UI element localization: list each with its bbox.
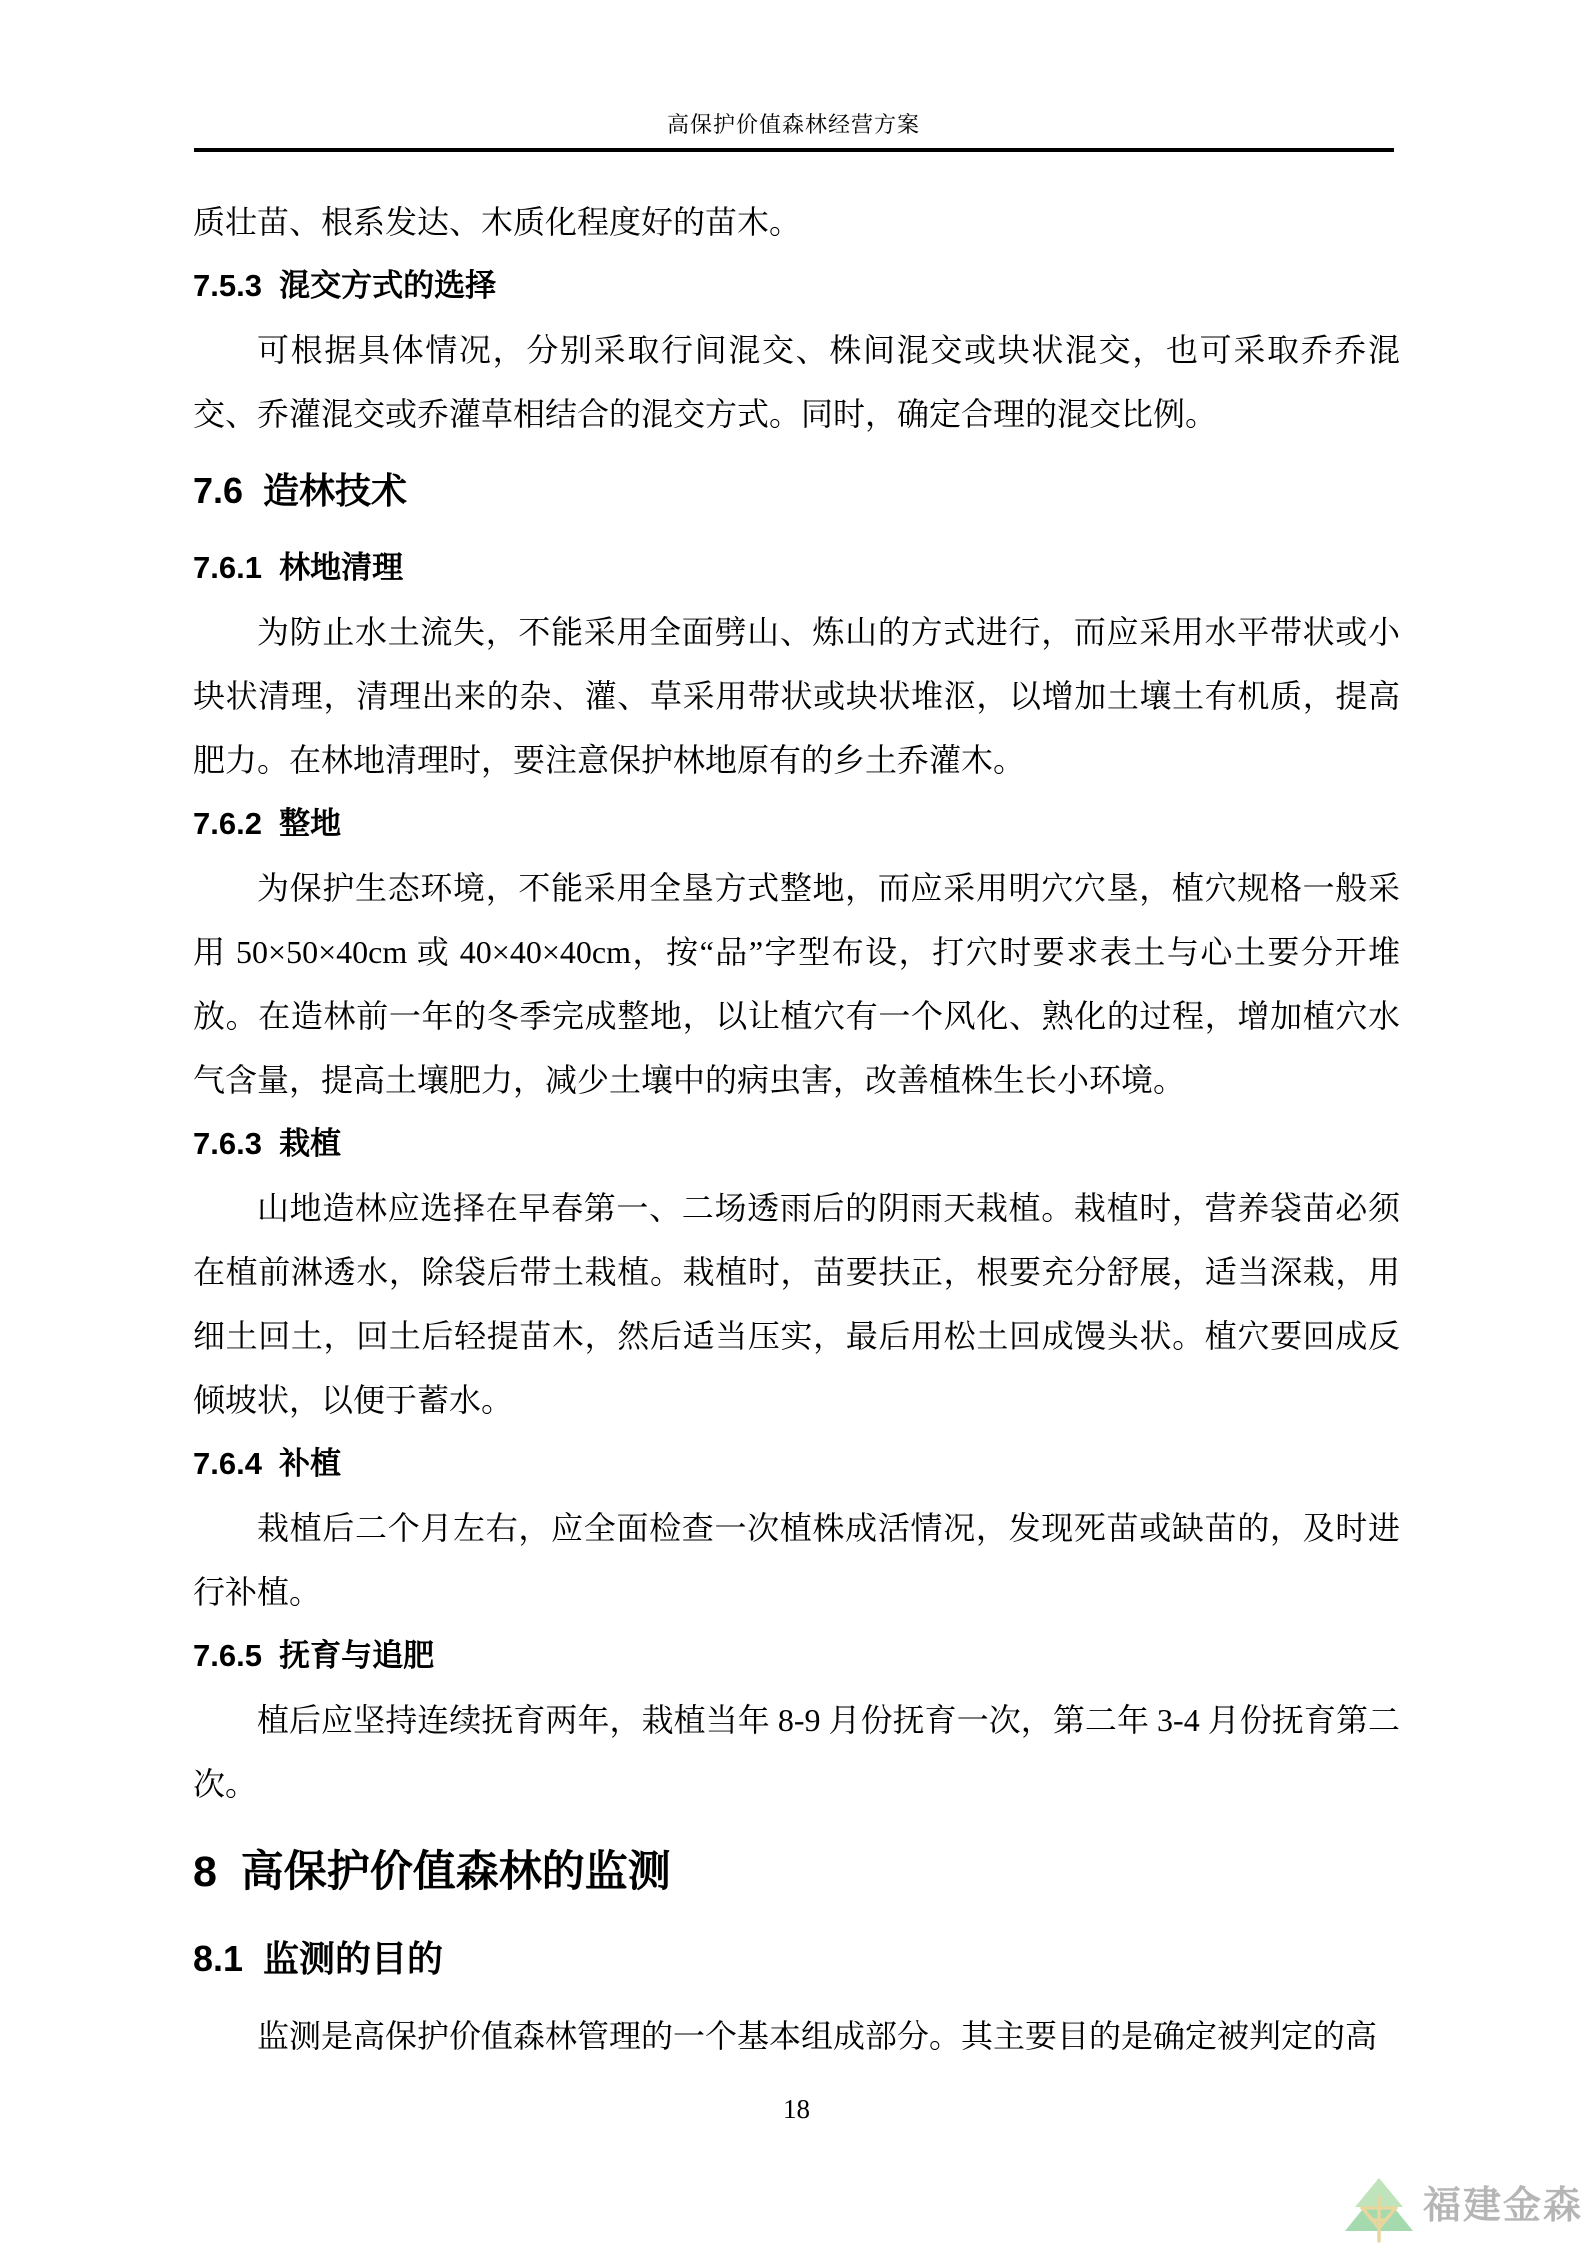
- paragraph-7-5-3: 可根据具体情况，分别采取行间混交、株间混交或块状混交，也可采取乔乔混交、乔灌混交或乔灌草相结合的混交方式。同时，确定合理的混交比例。: [193, 332, 1400, 432]
- heading-7-6: 7.6 造林技术: [193, 470, 408, 511]
- document-body: [193, 190, 1400, 2068]
- tree-logo-icon: [1339, 2177, 1419, 2245]
- heading-7-6-3: 7.6.3 栽植: [193, 1126, 342, 1161]
- heading-7-6-5: 7.6.5 抚育与追肥: [193, 1638, 435, 1673]
- heading-8-1: 8.1 监测的目的: [193, 1938, 444, 1979]
- heading-7-6-2: 7.6.2 整地: [193, 806, 342, 841]
- page-header: [0, 0, 1587, 152]
- paragraph-continuation: 质壮苗、根系发达、木质化程度好的苗木。: [193, 204, 802, 240]
- heading-7-6-4: 7.6.4 补植: [193, 1446, 342, 1481]
- company-logo: [1339, 2177, 1583, 2245]
- page-number: 18: [783, 2094, 810, 2124]
- heading-7-6-1: 7.6.1 林地清理: [193, 550, 404, 585]
- paragraph-7-6-3: 山地造林应选择在早春第一、二场透雨后的阴雨天栽植。栽植时，营养袋苗必须在植前淋透水，除袋后带土栽植。栽植时，苗要扶正，根要充分舒展，适当深栽，用细土回土，回土后轻提苗木，然后适当压实，最后用松土回成馒头状。植穴要回成反倾坡状，以便于蓄水。: [193, 1190, 1400, 1418]
- heading-7-5-3: 7.5.3 混交方式的选择: [193, 268, 497, 303]
- paragraph-8-1: 监测是高保护价值森林管理的一个基本组成部分。其主要目的是确定被判定的高: [257, 2018, 1378, 2054]
- company-logo-text: 福建金森: [1422, 2185, 1583, 2227]
- heading-8: 8 高保护价值森林的监测: [193, 1848, 671, 1896]
- header-divider: [194, 148, 1394, 152]
- page-header-title: 高保护价值森林经营方案: [666, 112, 920, 137]
- paragraph-7-6-2: 为保护生态环境，不能采用全垦方式整地，而应采用明穴穴垦，植穴规格一般采用 50×50×40cm 或 40×40×40cm，按“品”字型布设，打穴时要求表土与心土要分开堆放。在造林前一年的冬季完成整地，以让植穴有一个风化、熟化的过程，增加植穴水气含量，提高土壤肥力，减少土壤中的病虫害，改善植株生长小环境。: [193, 870, 1400, 1098]
- paragraph-7-6-5: 植后应坚持连续抚育两年，栽植当年 8-9 月份抚育一次，第二年 3-4 月份抚育第二次。: [193, 1702, 1400, 1802]
- paragraph-7-6-4: 栽植后二个月左右，应全面检查一次植株成活情况，发现死苗或缺苗的，及时进行补植。: [193, 1510, 1400, 1610]
- paragraph-7-6-1: 为防止水土流失，不能采用全面劈山、炼山的方式进行，而应采用水平带状或小块状清理，清理出来的杂、灌、草采用带状或块状堆沤，以增加土壤土有机质，提高肥力。在林地清理时，要注意保护林地原有的乡土乔灌木。: [193, 614, 1400, 778]
